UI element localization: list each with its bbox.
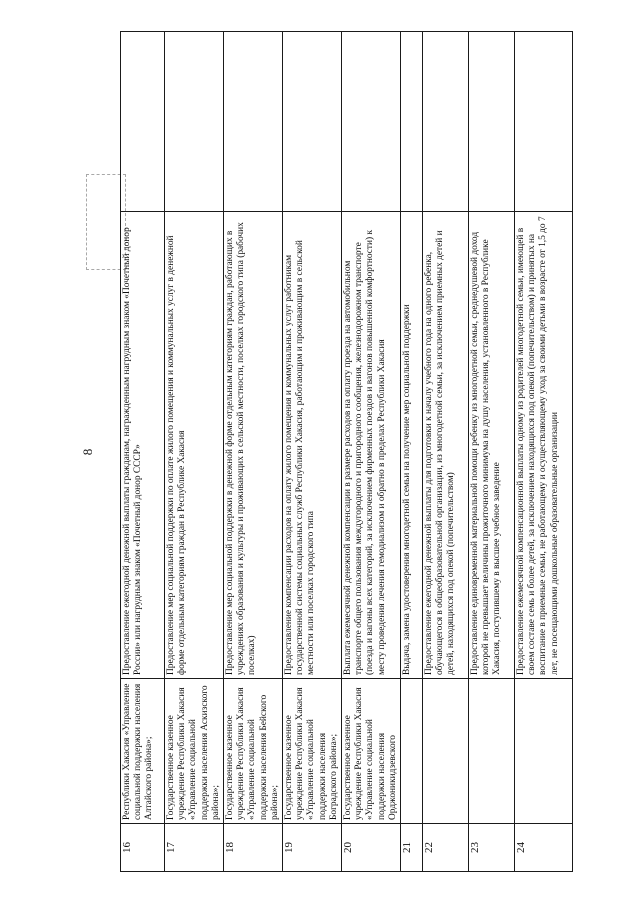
service-cell: Выплата ежемесячной денежной компенсации в размере расходов на оплату проезда на автомобильном транспорте общего пользования междугородного и пригородного сообщения, железнодорожном транспорте (поезда и вагоны всех категорий, за исключением фирменных поездов и вагонов повышенной комфортности) к месту проведения лечения гемодиализом и обратно в пределах Республики Хакасия [342,212,401,679]
org-cell [515,679,573,824]
org-cell: Государственное казенное учреждение Республики Хакасия «Управление социальной поддержки населения Бейского района»; [224,679,283,824]
service-cell: Предоставление ежегодной денежной выплаты для подготовки к началу учебного года на одного ребенка, обучающегося в общеобразовательной организации, из многодетной семьи, за исключением приемных детей и детей, находящихся под опекой (попечительством) [423,212,469,679]
service-cell: Выдача, замена удостоверения многодетной семьи на получение мер социальной поддержки [401,212,423,679]
row-number: 16 [121,824,165,872]
org-cell [423,679,469,824]
row-number: 23 [469,824,515,872]
org-cell: Государственное казенное учреждение Республики Хакасия «Управление социальной поддержки населения Боградского района»; [283,679,342,824]
table-row [165,32,224,872]
row-number: 18 [224,824,283,872]
services-table [120,31,573,872]
service-cell: Предоставление компенсации расходов на оплату жилого помещения и коммунальных услуг работникам государственной системы социальных служб Республики Хакасия, работающим и проживающим в сельской местности или поселках городского типа [283,212,342,679]
service-cell: Предоставление мер социальной поддержки по оплате жилого помещения и коммунальных услуг в денежной форме отдельным категориям граждан в Республике Хакасия [165,212,224,679]
row-number: 21 [401,824,423,872]
table-row [121,32,165,872]
empty-cell [469,32,515,212]
org-cell [401,679,423,824]
row-number: 17 [165,824,224,872]
empty-cell [283,32,342,212]
empty-cell [121,32,165,212]
row-number: 22 [423,824,469,872]
org-cell: Республики Хакасия «Управление социальной поддержки населения Алтайского района»; [121,679,165,824]
rotated-page [74,22,566,882]
table-row [224,32,283,872]
row-number: 20 [342,824,401,872]
table-row [469,32,515,872]
org-cell: Государственное казенное учреждение Республики Хакасия «Управление социальной поддержки населения Аскизского района»; [165,679,224,824]
empty-cell [423,32,469,212]
empty-cell [165,32,224,212]
table-row [515,32,573,872]
org-cell [469,679,515,824]
empty-cell [342,32,401,212]
page-number: 8 [80,448,95,456]
service-cell: Предоставление мер социальной поддержки в денежной форме отдельным категориям граждан, работающих в учреждениях образования и культуры и проживающих в сельской местности, поселках городского типа (рабочих поселках) [224,212,283,679]
empty-cell [224,32,283,212]
table-row [283,32,342,872]
empty-cell [401,32,423,212]
service-cell: Предоставление единовременной материальной помощи ребенку из многодетной семьи, среднедушевой доход которой не превышает величины прожиточного минимума на душу населения, установленного в Республике Хакасия, поступившему в высшее учебное заведение [469,212,515,679]
row-number: 19 [283,824,342,872]
row-number: 24 [515,824,573,872]
org-cell: Государственное казенное учреждение Республики Хакасия «Управление социальной поддержки населения Орджоникидзевского [342,679,401,824]
table-row [342,32,401,872]
service-cell: Предоставление ежегодной денежной выплаты гражданам, награжденным нагрудным знаком «Почетный донор России» или нагрудным знаком «Почетный донор СССР» [121,212,165,679]
table-row [423,32,469,872]
table-row [401,32,423,872]
empty-cell [515,32,573,212]
service-cell: Предоставление ежемесячной компенсационной выплаты одному из родителей многодетной семьи, имеющей в своем составе семь и более детей, за исключением находящихся под опекой (попечительством) и принятых на воспитание в приемные семьи, не работающему и осуществляющему уход за своими детьми в возрасте от 1,5 до 7 лет, не посещающими дошкольные образовательные организации [515,212,573,679]
